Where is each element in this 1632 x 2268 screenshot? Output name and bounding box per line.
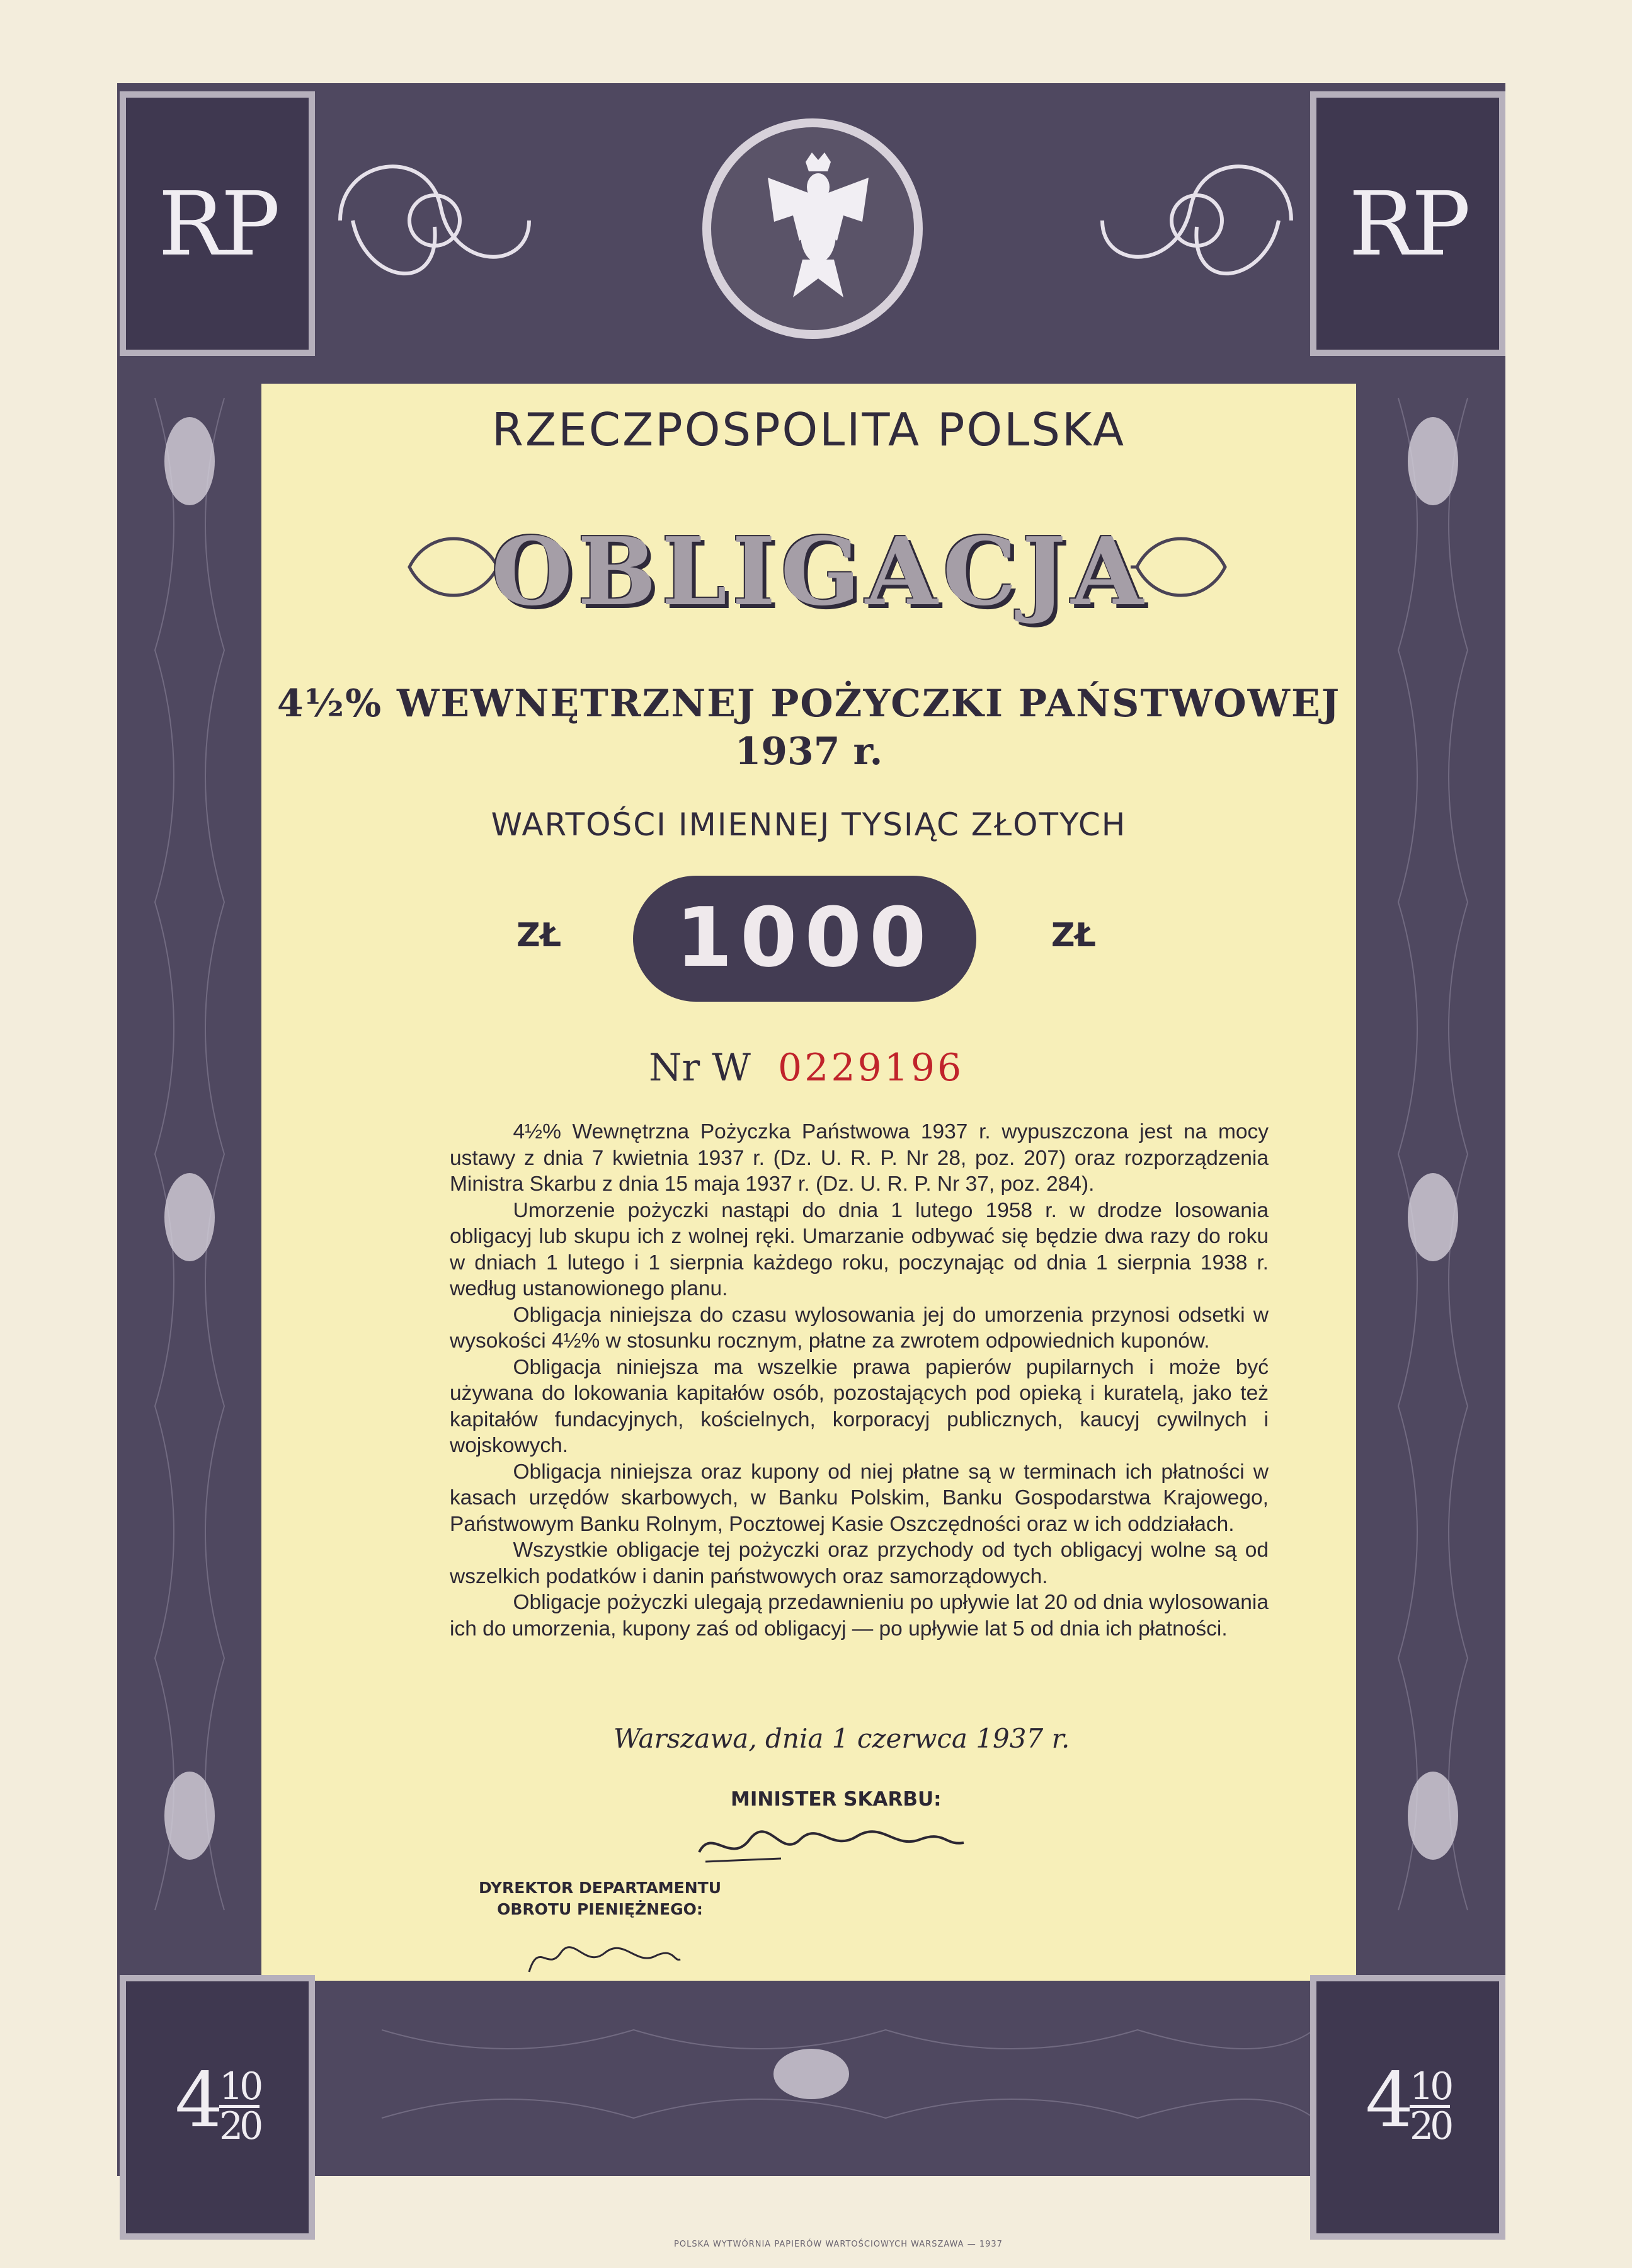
terms-paragraph: Obligacja niniejsza do czasu wylosowania jej do umorzenia przynosi odsetki w wysokości 4½% w stosunku rocznym, płatne za zwrotem odpowiednich kuponów. bbox=[450, 1303, 1269, 1353]
document-title: OBLIGACJA bbox=[491, 517, 1149, 626]
corner-rate-bottom-right bbox=[1310, 1975, 1505, 2240]
monogram: RP bbox=[1349, 173, 1467, 276]
printer-imprint: POLSKA WYTWÓRNIA PAPIERÓW WARTOŚCIOWYCH WARSZAWA — 1937 bbox=[674, 2240, 1003, 2249]
rate-mark: 4 $\frac{10}{20}$ bbox=[174, 2057, 260, 2149]
flourish-ornament-right bbox=[1077, 120, 1316, 321]
nominal-value: WARTOŚCI IMIENNEJ TYSIĄC ZŁOTYCH bbox=[491, 806, 1127, 843]
polish-eagle-emblem bbox=[702, 118, 923, 339]
terms-paragraph: Wszystkie obligacje tej pożyczki oraz przychody od tych obligacyj wolne są od wszelkich podatków i danin państwowych oraz samorządowych. bbox=[450, 1538, 1269, 1588]
corner-monogram-top-left bbox=[120, 91, 315, 356]
loan-description: 4½% WEWNĘTRZNEJ POŻYCZKI PAŃSTWOWEJ bbox=[277, 682, 1341, 726]
amount-value: 1000 bbox=[675, 890, 934, 985]
terms-paragraph: Obligacja niniejsza ma wszelkie prawa papierów pupilarnych i może być używana do lokowania kapitałów osób, pozostających pod opieką i kuratelą, jako też kapitałów fundacyjnych, kościelnych, korporacyj publicznych, kaucyj cywilnych i wojskowych. bbox=[450, 1355, 1269, 1457]
title-banner bbox=[391, 504, 1244, 630]
country-heading: RZECZPOSPOLITA POLSKA bbox=[491, 403, 1126, 456]
currency-right: ZŁ bbox=[1051, 917, 1096, 954]
corner-monogram-top-right bbox=[1310, 91, 1505, 356]
serial-number: 0229196 bbox=[778, 1046, 964, 1090]
corner-rate-bottom-left bbox=[120, 1975, 315, 2240]
terms-text bbox=[450, 1119, 1269, 1642]
eagle-icon bbox=[755, 152, 881, 304]
flourish-ornament-left bbox=[315, 120, 554, 321]
rate-mark: 4 $\frac{10}{20}$ bbox=[1365, 2057, 1451, 2149]
issue-date: Warszawa, dnia 1 czerwca 1937 r. bbox=[613, 1723, 1070, 1754]
minister-label: MINISTER SKARBU: bbox=[731, 1788, 942, 1811]
terms-paragraph: Umorzenie pożyczki nastąpi do dnia 1 lutego 1958 r. w drodze losowania obligacyj lub skupu ich z wolnej ręki. Umarzanie odbywać się będzie dwa razy do roku w dniach 1 lutego i 1 sierpnia każdego roku, poczynając od dnia 1 sierpnia 1938 r. według ustanowionego planu. bbox=[450, 1198, 1269, 1300]
currency-left: ZŁ bbox=[516, 917, 562, 954]
director-signature bbox=[523, 1934, 687, 1978]
terms-paragraph: Obligacje pożyczki ulegają przedawnieniu po upływie lat 20 od dnia wylosowania ich do umorzenia, kupony zaś od obligacyj — po upływie lat 5 od dnia ich płatności. bbox=[450, 1591, 1269, 1641]
director-label: DYREKTOR DEPARTAMENTU OBROTU PIENIĘŻNEGO: bbox=[479, 1879, 722, 1918]
loan-year: 1937 r. bbox=[734, 730, 883, 774]
serial-prefix: Nr W bbox=[649, 1046, 751, 1090]
amount-cartouche bbox=[516, 876, 1096, 1002]
terms-paragraph: Obligacja niniejsza oraz kupony od niej płatne są w terminach ich płatności w kasach urzędów skarbowych, w Banku Polskim, Banku Gospodarstwa Krajowego, Państwowym Banku Rolnym, Pocztowej Kasie Oszczędności oraz w ich oddziałach. bbox=[450, 1460, 1269, 1536]
terms-paragraph: 4½% Wewnętrzna Pożyczka Państwowa 1937 r. wypuszczona jest na mocy ustawy z dnia 7 kwietnia 1937 r. (Dz. U. R. P. Nr 28, poz. 207) oraz rozporządzenia Ministra Skarbu z dnia 15 maja 1937 r. (Dz. U. R. P. Nr 37, poz. 284). bbox=[450, 1120, 1269, 1196]
monogram: RP bbox=[158, 173, 277, 276]
minister-signature bbox=[693, 1814, 970, 1871]
